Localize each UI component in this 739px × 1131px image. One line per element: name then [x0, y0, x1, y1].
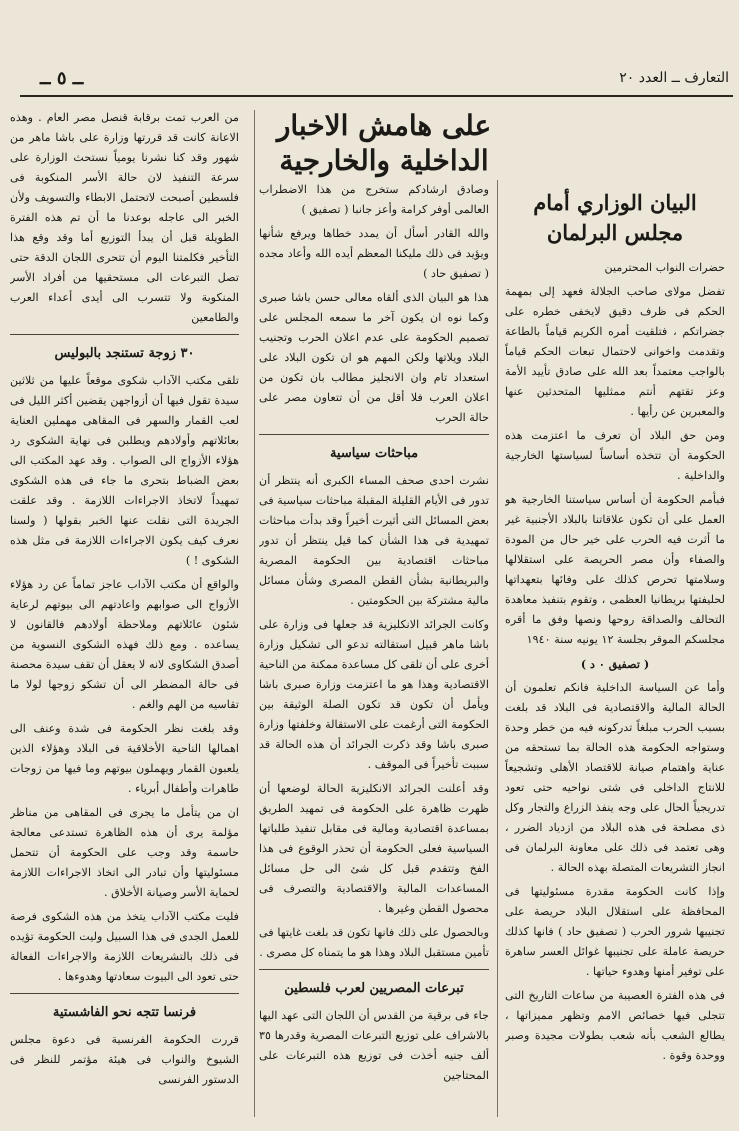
section-rule [10, 993, 239, 994]
page-header [40, 62, 729, 92]
article-paragraph: ان من يتأمل ما يجرى فى المقاهى من مناظر مؤلمة يرى أن هذه الظاهرة تستدعى معالجة حاسمة وقد وجب على الحكومة أن تتحمل مسئوليتها وأن تبادر الى اتخاذ الاجراءات اللازمة لحماية الأسر وصيانة الأخلاق . [10, 806, 239, 899]
section-rule [259, 969, 489, 970]
article-paragraph: فبأمم الحكومة أن أساس سياستنا الخارجية هو العمل على أن تكون علاقاتنا بالبلاد الأجنبية غير ما أثرت فيه الحرب على خير حال من المودة والصفاء وأن مصر الحريصة على استقلالها وسلامتها تحرص كذلك على وفائها بتعهداتها لحليفتها بريطانيا العظمى ، وتقوم بتنفيذ معاهدة التحالف والصداقة روحها ونصها وفق ما أقره مجلسكم الموقر بجلسة ١٢ يونيه سنة ١٩٤٠ [505, 493, 725, 646]
article-paragraph: فليت مكتب الآداب يتخذ من هذه الشكوى فرصة للعمل الجدى فى هذا السبيل وليت الحكومة تؤيده فى ذلك بالتشريعات اللازمة والاجراءات الفعالة حتى تعود الى البيوت سعادتها وهدوءها . [10, 910, 239, 983]
article-paragraph: وصادق ارشادكم ستخرج من هذا الاضطراب العالمى أوفر كرامة وأعز جانبا ( تصفيق ) [259, 183, 489, 216]
article-heading: ٣٠ زوجة تستنجد بالبوليس [54, 346, 195, 361]
middle-column [259, 180, 489, 1120]
article-paragraph: قررت الحكومة الفرنسية فى دعوة مجلس الشيوخ والنواب فى هيئة مؤتمر للنظر فى الدستور الفرنسى [10, 1033, 239, 1086]
right-column [505, 180, 725, 1120]
article-paragraph: من العرب تمت برقابة قنصل مصر العام . وهذه الاعانة كانت قد قررتها وزارة على باشا ماهر من شهور وقد كنا نشرنا يومياً نستحث الوزارة على سرعة التنفيذ لان حالة الأسر المنكوبة فى فلسطين أصبحت لاتحتمل الابطاء والتسويف ولأن الخبر الى عاجله بوعدنا ما أن تم هذه الفترة الطويلة قبل أن يبدأ التوزيع أما وقد وقع هذا التأخير فكلمتنا اليوم أن تتحرى اللجان الدقة حتى تصل التبرعات الى مستحقيها من أفراد الأسر المنكوبة ولا تتسرب الى أيدى أعداء العرب والطامعين [10, 111, 239, 324]
article-paragraph: وقد بلغت نظر الحكومة فى شدة وعنف الى اهمالها الناحية الأخلاقية فى البلاد وهؤلاء الذين يلعبون القمار ويهملون بيوتهم وما فيها من زوجات طاهرات وأطفال أبرياء . [10, 722, 239, 795]
article-heading: مباحثات سياسية [329, 446, 419, 461]
article-paragraph: وكانت الجرائد الانكليزية قد جعلها فى وزارة على باشا ماهر قبيل استقالته تدعو الى تشكيل وزارة أخرى على أن تلقى كل مساعدة ممكنة من الناحية الاقتصادية وهذا هو ما اعتزمت وزارة صبرى باشا ويأمل أن تكون قد تكون الصلة الوثيقة بين الحكومة التى أرغمت على الاستقالة وخلفتها وزارة صبرى باشا وقد ذكرت الجرائد أن هذه الحالة قد سببت تأخيراً فى الموقف . [259, 618, 489, 771]
article-paragraph: تلقى مكتب الآداب شكوى موقعاً عليها من ثلاثين سيدة تقول فيها أن أزواجهن يقضين أكثر الليل فى لعب القمار والسهر فى المقاهى مهملين العناية بعائلاتهم وأولادهم ويطلبن فى نهاية الشكوى رد هؤلاء الأزواج الى الصواب . وقد عهد المكتب الى بعض الضباط بتحرى ما جاء فى هذه الشكوى تمهيداً لاتخاذ الاجراءات اللازمة . وقد علقت الجريدة التى نقلت عنها الخبر بقولها ( ولسنا نعرف كيف يكون الاجراءات اللازمة فى مثل هذه الشكوى ! ) [10, 374, 239, 567]
article-paragraph: حضرات النواب المحترمين [604, 261, 725, 274]
left-column [10, 108, 239, 1120]
article-paragraph: تفضل مولاى صاحب الجلالة فعهد إلى بمهمة الحكم فى ظرف دقيق لايخفى خطره على جضراتكم ، فتلقيت أمره الكريم قياماً بالطاعة وتقدمت واخوانى لاحتمال تبعات الحكم قياماً بالواجب معتمداً بعد الله على صادق تأييد الأمة وعز تقتهم أنتم ممثليها المتحدثين عنها والمعبرين عن رأيها . [505, 285, 725, 418]
page-title: على هامش الاخبار الداخلية والخارجية [276, 109, 492, 177]
article-paragraph: فى هذه الفترة العصيبة من ساعات التاريخ التى تتجلى فيها خصائص الامم وتظهر مميزاتها ، يطالع الشعب بأنه شعب بطولات مجيدة وصبر ووحدة وقوة . [505, 989, 725, 1062]
section-rule [259, 434, 489, 435]
page-number: ــ ٥ ــ [40, 68, 84, 89]
article-paragraph: ( تصفيق ٠ د ) [580, 657, 650, 671]
article-paragraph: والواقع أن مكتب الآداب عاجز تماماً عن رد هؤلاء الأزواج الى صوابهم واعادتهم الى بيوتهم لرعاية شئون عائلاتهم وملاحظة أولادهم فالقانون لا يساعده . ومع ذلك فهذه الشكوى النسوية من أصدق الشكاوى لانه لا يعقل أن تقف سيدة محصنة فى حالة المضطر الى أن تشكو زوجها لولا ما تقاسيه من الهم والغم . [10, 578, 239, 711]
article-paragraph: هذا هو البيان الذى ألقاه معالى حسن باشا صبرى وكما نوه ان يكون آخر ما سمعه المجلس على تصميم الحكومة على عدم اعلان الحرب وتجنيب البلاد ويلاتها ولكن المهم هو ان تكون البلاد على استعداد تام وان الانجليز مطالب بان تكون من اعلان العرب فلا أقل من أن تتعاون مصر على حالة الحرب [259, 291, 489, 424]
article-paragraph: وأما عن السياسة الداخلية فانكم تعلمون أن الحالة المالية والاقتصادية فى البلاد قد بلغت بسبب الحرب مبلغاً تدركونه فيه من خطر وحدة وستواجه الحكومة هذه الحالة بما تستحقه من عناية واهتمام صيانة للاقتصاد الأهلى وتشجيعاً للانتاج الداخلى فى شتى نواحيه حتى تعود تدريجياً الحال على وجه ينفذ الزراع والتجار وكل ذى مصلحة فى هذه البلاد من ازدياد الضرر ، وهى تعتمد فى ذلك على معاونة البرلمان فى انجاز التشريعات المتصلة بهذه الحالة . [505, 681, 725, 874]
article-paragraph: وقد أعلنت الجرائد الانكليزية الحالة لوضعها أن ظهرت ظاهرة على الحكومة فى تمهيد الطريق بمساعدة اقتصادية ومالية فى مقابل تنفيذ طلباتها السياسية فعلى الحكومة أن تحذر الوقوع فى هذا الفخ وتتقدم قبل كل شئ الى حل مسائل المساعدات المالية والاقتصادية والتصرف فى محصول القطن وغيرها . [259, 782, 489, 915]
article-paragraph: ومن حق البلاد أن تعرف ما اعتزمت هذه الحكومة أن تتخذه أساساً لسياستها الخارجية والداخلية . [505, 429, 725, 482]
article-paragraph: وإذا كانت الحكومة مقدرة مسئوليتها فى المحافظة على استقلال البلاد حريصة على تجنيبها شرور الحرب ( تصفيق حاد ) فانها كذلك حريصة عاملة على تجنيبها غوائل العسر ساهرة على توفير أمنها وهدوء حياتها . [505, 885, 725, 978]
article-paragraph: جاء فى برقية من القدس أن اللجان التى عهد اليها بالاشراف على توزيع التبرعات المصرية وقدرها ٣٥ ألف جنيه أخذت فى توزيع هذه التبرعات على المحتاجين [259, 1009, 489, 1082]
article-paragraph: وبالحصول على ذلك فانها تكون قد بلغت غايتها فى تأمين مستقبل البلاد وهذا هو ما يتمناه كل مصرى . [259, 926, 489, 959]
article-heading: تبرعات المصريين لعرب فلسطين [284, 981, 464, 996]
header-rule [20, 95, 733, 97]
article-paragraph: نشرت احدى صحف المساء الكبرى أنه ينتظر أن تدور فى الأيام القليلة المقبلة مباحثات سياسية فى بعض المسائل التى أثيرت أخيراً وقد بدأت مباحثات تمهيدية فى هذا الشأن كما قيل ينتظر أن تدور مباحثات اقتصادية بين الحكومة المصرية والبريطانية بشأن القطن المصرى وشأن مسائل مالية مشتركة بين الحكومتين . [259, 474, 489, 607]
article-heading: البيان الوزاري أمام مجلس البرلمان [533, 190, 697, 245]
column-divider [254, 110, 255, 1117]
masthead: التعارف ــ العدد ٢٠ [619, 70, 729, 86]
section-rule [10, 334, 239, 335]
column-divider [497, 180, 498, 1117]
article-paragraph: والله القادر أسأل أن يمدد خطاها ويرفع شأنها ويؤيد فى ذلك مليكنا المعظم أيده الله وأعاد مجده ( تصفيق حاد ) [259, 227, 489, 280]
article-heading: فرنسا تتجه نحو الفاشستية [52, 1005, 197, 1020]
